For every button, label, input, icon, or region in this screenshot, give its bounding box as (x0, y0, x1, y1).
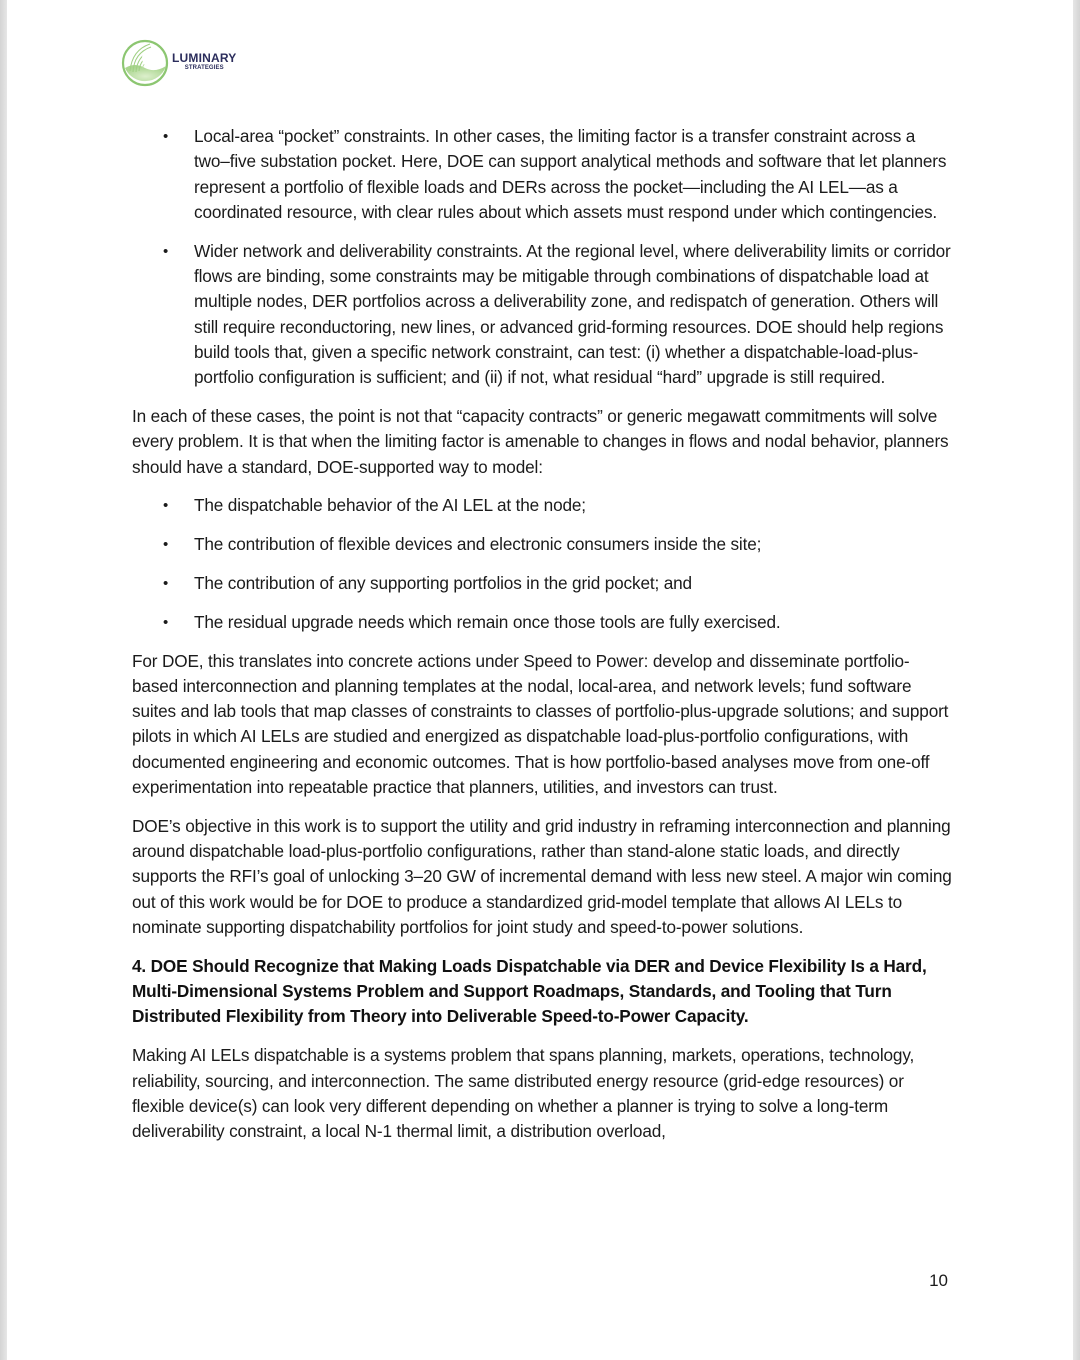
bullet-icon: • (163, 574, 169, 592)
bullet-icon: • (163, 613, 169, 631)
logo-name: LUMINARY (172, 50, 237, 65)
list-item-text: The dispatchable behavior of the AI LEL at the node; (194, 495, 586, 516)
list-item (132, 571, 952, 596)
list-item-text: The contribution of flexible devices and electronic consumers inside the site; (194, 534, 762, 555)
page-edge-right (1073, 0, 1080, 1360)
bullet-icon: • (163, 536, 169, 554)
list-item (132, 532, 952, 557)
page-number: 10 (929, 1271, 948, 1290)
document-body (132, 124, 952, 1158)
list-item-text: Local-area “pocket” constraints. In other cases, the limiting factor is a transfer constraint across a two–five substation pocket. Here, DOE can support analytical methods and software that let planners represent a portfolio of flexible loads and DERs across the pocket—including the AI LEL—as a coordinated resource, with clear rules about which assets must respond under which contingencies. (194, 126, 947, 222)
list-item (132, 610, 952, 635)
list-item (132, 124, 952, 225)
paragraph: Making AI LELs dispatchable is a systems problem that spans planning, markets, operations, technology, reliability, sourcing, and interconnection. The same distributed energy resource (grid-edge resources) or flexible device(s) can look very different depending on whether a planner is trying to solve a long-term deliverability constraint, a local N-1 thermal limit, a distribution overload, (132, 1045, 915, 1142)
bullet-icon: • (163, 242, 169, 260)
logo-subtitle: STRATEGIES (184, 64, 224, 71)
list-item-text: The residual upgrade needs which remain once those tools are fully exercised. (194, 611, 781, 632)
list-item (132, 493, 952, 518)
luminary-circle-logo-icon (120, 38, 170, 88)
bullet-icon: • (163, 128, 169, 145)
paragraph: DOE’s objective in this work is to support the utility and grid industry in reframing interconnection and planning around dispatchable load-plus-portfolio configurations, rather than stand-alone static loads, and directly supports the RFI’s goal of unlocking 3–20 GW of incremental demand with less new steel. A major win coming out of this work would be for DOE to produce a standardized grid-model template that allows AI LELs to nominate supporting dispatchability portfolios for joint study and speed-to-power solutions. (132, 815, 952, 938)
company-logo (120, 38, 236, 88)
page-edge-left (0, 0, 7, 1360)
model-bullet-list (132, 493, 952, 635)
list-item (132, 239, 952, 391)
bullet-icon: • (163, 497, 169, 515)
paragraph: For DOE, this translates into concrete actions under Speed to Power: develop and disseminate portfolio-based interconnection and planning templates at the nodal, local-area, and network levels; fund software suites and lab tools that map classes of constraints to classes of portfolio-plus-upgrade solutions; and support pilots in which AI LELs are studied and energized as dispatchable load-plus-portfolio configurations, with documented engineering and economic outcomes. That is how portfolio-based analyses move from one-off experimentation into repeatable practice that planners, utilities, and investors can trust. (132, 650, 949, 798)
section-heading: 4. DOE Should Recognize that Making Loads Dispatchable via DER and Device Flexibility Is a Hard, Multi-Dimensional Systems Problem and Support Roadmaps, Standards, and Tooling that Turn Distributed Flexibility from Theory into Deliverable Speed-to-Power Capacity. (132, 955, 927, 1027)
paragraph: In each of these cases, the point is not that “capacity contracts” or generic megawatt commitments will solve every problem. It is that when the limiting factor is amenable to changes in flows and nodal behavior, planners should have a standard, DOE-supported way to model: (132, 405, 949, 477)
list-item-text: Wider network and deliverability constraints. At the regional level, where deliverability limits or corridor flows are binding, some constraints may be mitigable through combinations of dispatchable load at multiple nodes, DER portfolios across a deliverability zone, and redispatch of generation. Others will still require reconductoring, new lines, or advanced grid-forming resources. DOE should help regions build tools that, given a specific network constraint, can test: (i) whether a dispatchable-load-plus-portfolio configuration is sufficient; and (ii) if not, what residual “hard” upgrade is still required. (194, 240, 951, 388)
constraint-bullet-list (132, 124, 952, 390)
list-item-text: The contribution of any supporting portfolios in the grid pocket; and (194, 572, 692, 593)
